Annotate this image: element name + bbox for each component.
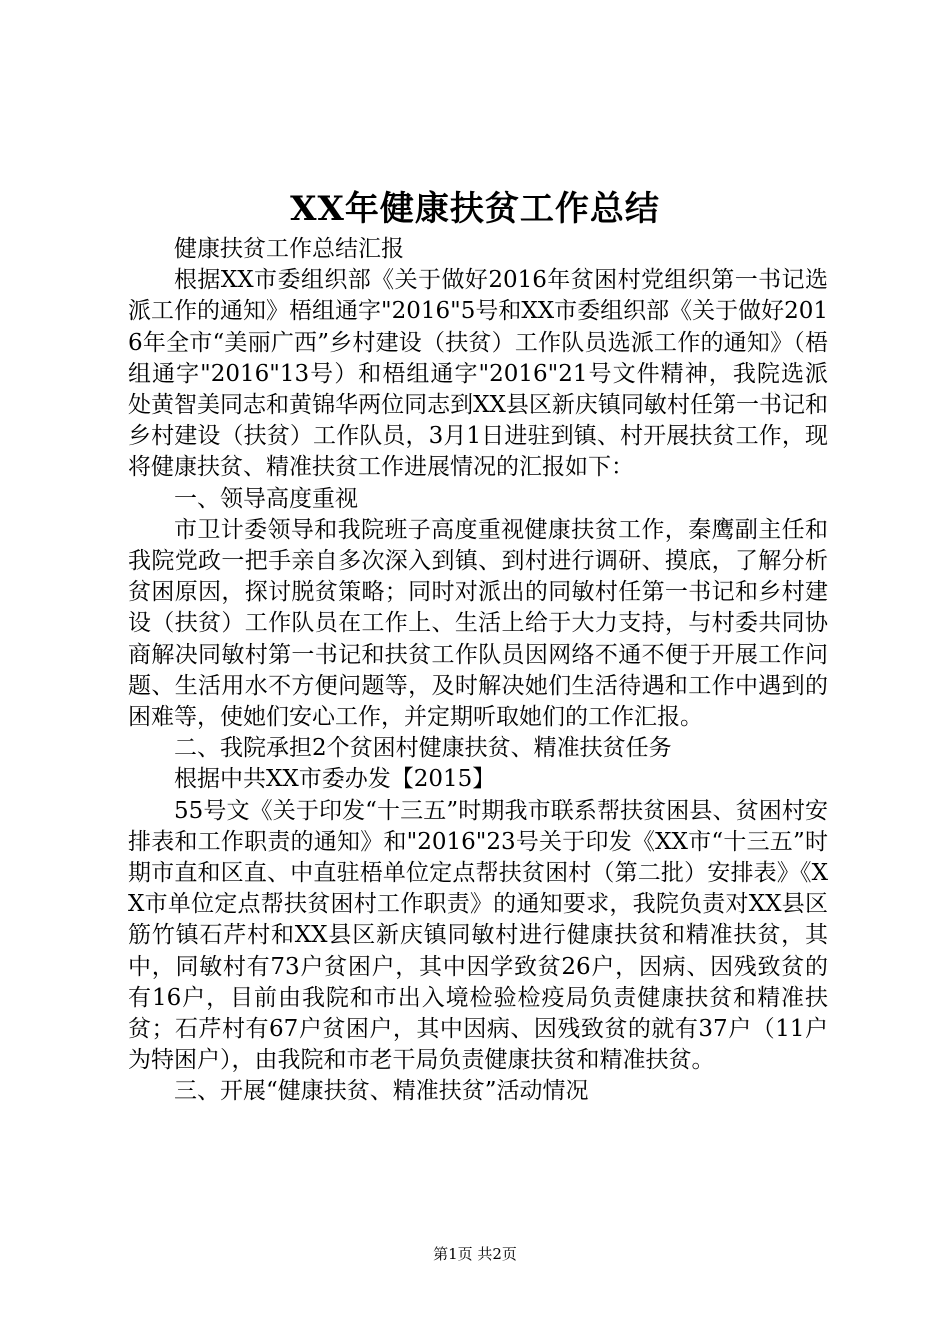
paragraph-reference: 根据中共XX市委办发【2015】 [174,766,496,793]
document-body [128,234,828,1108]
section-heading-1: 一、领导高度重视 [174,485,358,512]
section-heading-2: 二、我院承担2个贫困村健康扶贫、精准扶贫任务 [174,735,672,762]
page-footer: 第1页 共2页 [433,1245,517,1263]
document-title: XX年健康扶贫工作总结 [290,189,660,229]
paragraph-intro: 根据XX市委组织部《关于做好2016年贫困村党组织第一书记选派工作的通知》梧组通字"2016"5号和XX市委组织部《关于做好2016年全市“美丽广西”乡村建设（扶贫）工作队员选派工作的通知》（梧组通字"2016"13号）和梧组通字"2016"21号文件精神，我院选派处黄智美同志和黄锦华两位同志到XX县区新庆镇同敏村任第一书记和乡村建设（扶贫）工作队员，3月1日进驻到镇、村开展扶贫工作，现将健康扶贫、精准扶贫工作进展情况的汇报如下： [128,267,828,481]
paragraph-subtitle: 健康扶贫工作总结汇报 [174,236,404,262]
paragraph-section-2: 55号文《关于印发“十三五”时期我市联系帮扶贫困县、贫困村安排表和工作职责的通知》和"2016"23号关于印发《XX市“十三五”时期市直和区直、中直驻梧单位定点帮扶贫困村（第二批）安排表》《XX市单位定点帮扶贫困村工作职责》的通知要求，我院负责对XX县区筋竹镇石芹村和XX县区新庆镇同敏村进行健康扶贫和精准扶贫，其中，同敏村有73户贫困户，其中因学致贫26户，因病、因残致贫的有16户，目前由我院和市出入境检验检疫局负责健康扶贫和精准扶贫；石芹村有67户贫困户，其中因病、因残致贫的就有37户（11户为特困户），由我院和市老干局负责健康扶贫和精准扶贫。 [128,797,828,1074]
section-heading-3: 三、开展“健康扶贫、精准扶贫”活动情况 [174,1078,589,1105]
paragraph-section-1: 市卫计委领导和我院班子高度重视健康扶贫工作，秦鹰副主任和我院党政一把手亲自多次深入到镇、到村进行调研、摸底，了解分析贫困原因，探讨脱贫策略；同时对派出的同敏村任第一书记和乡村建设（扶贫）工作队员在工作上、生活上给于大力支持，与村委共同协商解决同敏村第一书记和扶贫工作队员因网络不通不便于开展工作问题、生活用水不方便问题等，及时解决她们生活待遇和工作中遇到的困难等，使她们安心工作，并定期听取她们的工作汇报。 [128,516,828,731]
